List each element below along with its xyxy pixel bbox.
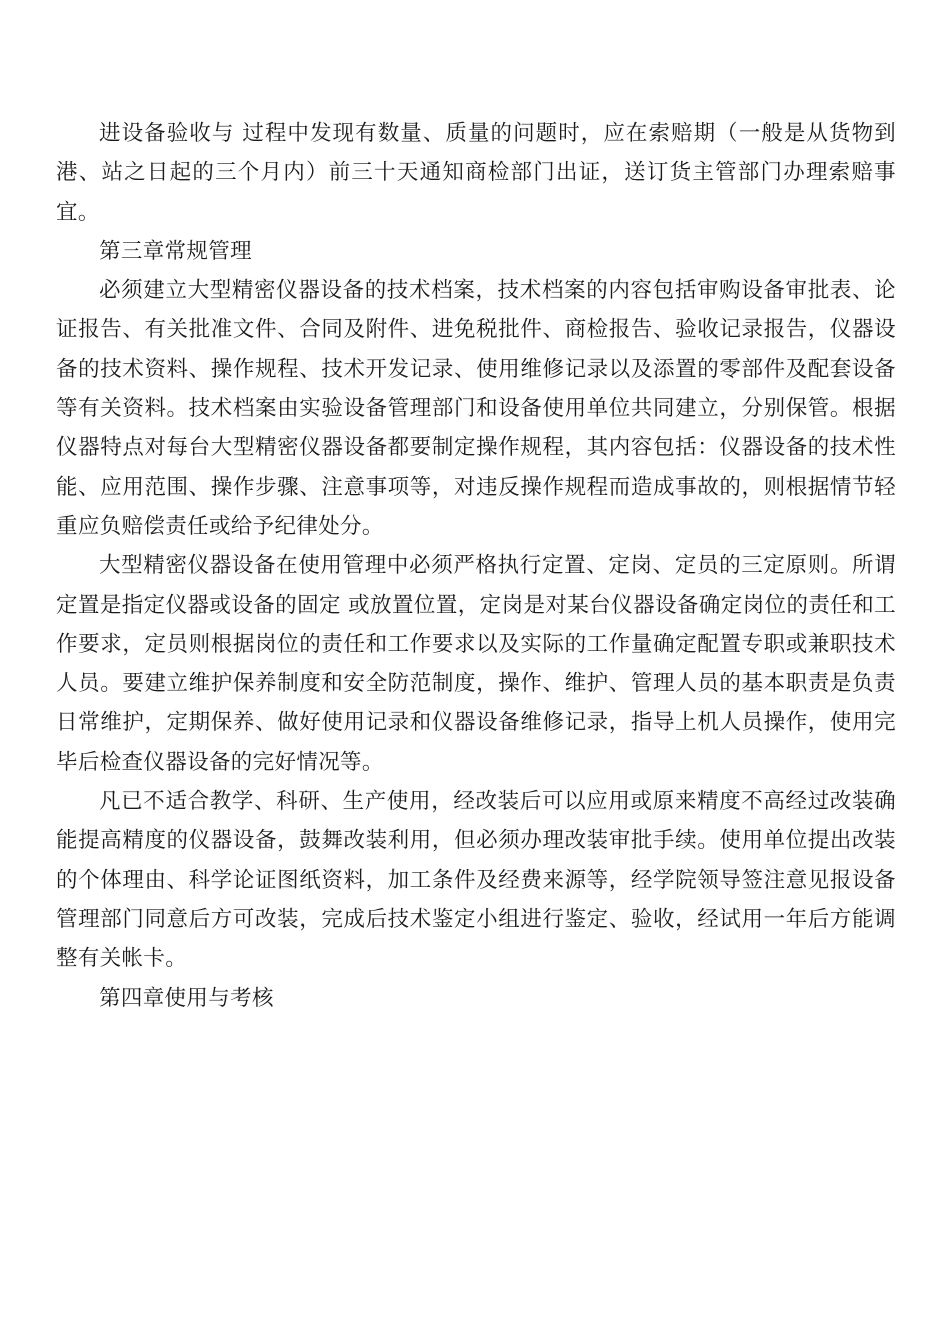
chapter-heading-use-and-assessment: 第四章使用与考核 <box>99 985 274 1011</box>
paragraph-three-fixed-principles: 大型精密仪器设备在使用管理中必须严格执行定置、定岗、定员的三定原则。所谓定置是指定仪器或设备的固定 或放置位置，定岗是对某台仪器设备确定岗位的责任和工作要求，定员则根据岗位的责任和工作要求以及实际的工作量确定配置专职或兼职技术人员。要建立维护保养制度和安全防范制度，操作、维护、管理人员的基本职责是负责日常维护，定期保养、做好使用记录和仪器设备维修记录，指导上机人员操作，使用完毕后检查仪器设备的完好情况等。 <box>56 553 896 775</box>
paragraph-technical-archives: 必须建立大型精密仪器设备的技术档案，技术档案的内容包括审购设备审批表、论证报告、有关批准文件、合同及附件、进免税批件、商检报告、验收记录报告，仪器设备的技术资料、操作规程、技术开发记录、使用维修记录以及添置的零部件及配套设备等有关资料。技术档案由实验设备管理部门和设备使用单位共同建立，分别保管。根据仪器特点对每台大型精密仪器设备都要制定操作规程，其内容包括：仪器设备的技术性能、应用范围、操作步骤、注意事项等，对违反操作规程而造成事故的，则根据情节轻重应负赔偿责任或给予纪律处分。 <box>56 278 896 539</box>
document-body <box>56 114 896 1018</box>
chapter-heading-routine-management: 第三章常规管理 <box>99 238 252 264</box>
paragraph-acceptance-claims: 进设备验收与 过程中发现有数量、质量的问题时，应在索赔期（一般是从货物到港、站之日起的三个月内）前三十天通知商检部门出证，送订货主管部门办理索赔事宜。 <box>56 121 896 225</box>
paragraph-modification: 凡已不适合教学、科研、生产使用，经改装后可以应用或原来精度不高经过改装确能提高精度的仪器设备，鼓舞改装利用，但必须办理改装审批手续。使用单位提出改装的个体理由、科学论证图纸资料，加工条件及经费来源等，经学院领导签注意见报设备管理部门同意后方可改装，完成后技术鉴定小组进行鉴定、验收，经试用一年后方能调整有关帐卡。 <box>56 789 896 972</box>
